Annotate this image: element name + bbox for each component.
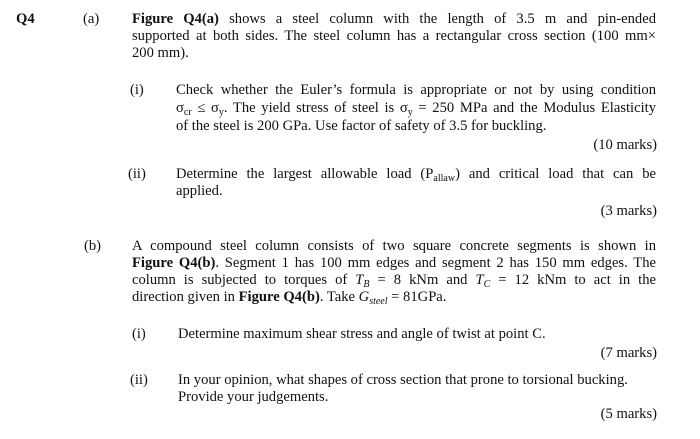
part-a-intro-line-2: supported at both sides. The steel column has a rectangular cross section (100 mm× bbox=[132, 28, 656, 44]
part-b-line-3: column is subjected to torques of $T_B = 8$ kNm and $T_C = 12$ kNm to act in the bbox=[132, 272, 657, 290]
part-a-sub-i-line-3: of the steel is 200 GPa. Use factor of safety of 3.5 for buckling. bbox=[176, 118, 547, 134]
part-b-sub-i-label: (i) bbox=[132, 326, 146, 342]
part-a-sub-ii-line-1: Determine the largest allowable load $(P_{allaw})$ and critical load that can be bbox=[176, 166, 656, 184]
part-b-sub-ii-line-1: In your opinion, what shapes of cross section that prone to torsional bucking. bbox=[178, 372, 628, 388]
part-a-intro-line-3: 200 mm). bbox=[132, 45, 189, 61]
part-b-line-1: A compound steel column consists of two square concrete segments is shown in bbox=[132, 238, 656, 254]
part-a-sub-i-marks: (10 marks) bbox=[593, 137, 657, 153]
part-b-line-4: direction given in Figure Q4(b). Take $G_{steel} = 81GPa$. bbox=[132, 289, 447, 307]
part-b-sub-ii-line-2: Provide your judgements. bbox=[178, 389, 329, 405]
part-a-intro-line-1: Figure Q4(a) shows a steel column with the length of 3.5 m and pin-ended bbox=[132, 11, 656, 27]
part-b-line-2: Figure Q4(b). Segment 1 has 100 mm edges and segment 2 has 150 mm edges. The bbox=[132, 255, 656, 271]
part-a-sub-i-line-2: $\sigma_{cr} \le \sigma_y$. The yield stress of steel is $\sigma_y = 250$ MPa and the Modulus Elasticity bbox=[176, 100, 656, 118]
part-b-sub-ii-marks: (5 marks) bbox=[600, 406, 657, 422]
part-b-label: (b) bbox=[84, 238, 102, 254]
part-b-sub-ii-label: (ii) bbox=[130, 372, 148, 388]
part-a-sub-i-label: (i) bbox=[130, 82, 144, 98]
part-a-label: (a) bbox=[83, 11, 100, 27]
part-b-sub-i-text: Determine maximum shear stress and angle of twist at point C. bbox=[178, 326, 546, 342]
part-a-sub-ii-label: (ii) bbox=[128, 166, 146, 182]
question-number: Q4 bbox=[16, 11, 35, 27]
figure-ref: Figure Q4(a) bbox=[132, 11, 219, 27]
part-a-sub-ii-marks: (3 marks) bbox=[600, 203, 657, 219]
part-a-sub-i-line-1: Check whether the Euler’s formula is appropriate or not by using condition bbox=[176, 82, 656, 98]
part-a-sub-ii-line-2: applied. bbox=[176, 183, 223, 199]
part-b-sub-i-marks: (7 marks) bbox=[600, 345, 657, 361]
